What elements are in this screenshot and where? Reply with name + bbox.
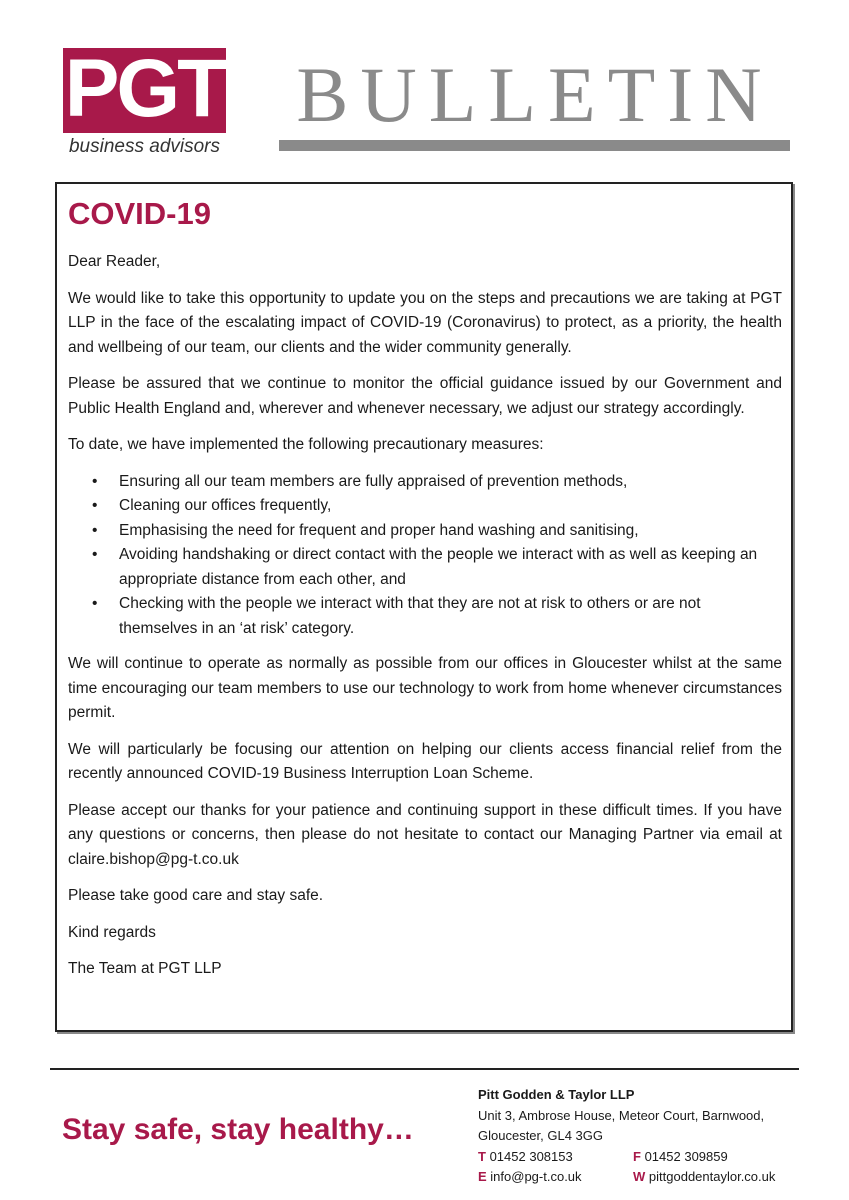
list-item-text: Avoiding handshaking or direct contact with the people we interact with as well as keeping an appropriate distance from each other, and bbox=[119, 546, 758, 588]
contact-row-email-web bbox=[478, 1167, 808, 1188]
fax-label: F bbox=[633, 1148, 641, 1164]
footer-divider bbox=[50, 1068, 799, 1070]
letter-box bbox=[55, 182, 793, 1032]
logo-letters: PGT bbox=[64, 43, 225, 134]
paragraph-thanks: Please accept our thanks for your patience and continuing support in these difficult times. If you have any questions or concerns, then please do not hesitate to contact our Managing Partner via email at claire.bishop@pg-t.co.uk bbox=[68, 801, 782, 868]
list-item-text: Cleaning our offices frequently, bbox=[119, 497, 332, 514]
sign-off: Kind regards bbox=[68, 923, 156, 941]
contact-row-phone-fax bbox=[478, 1147, 808, 1168]
paragraph-stay-safe: Please take good care and stay safe. bbox=[68, 887, 324, 904]
list-item bbox=[68, 470, 782, 495]
logo-tagline: business advisors bbox=[68, 136, 221, 157]
fax-number: 01452 309859 bbox=[644, 1148, 728, 1164]
footer-slogan: Stay safe, stay healthy… bbox=[62, 1113, 414, 1146]
salutation: Dear Reader, bbox=[68, 253, 161, 270]
title-underline-bar bbox=[279, 140, 790, 151]
firm-name: Pitt Godden & Taylor LLP bbox=[478, 1087, 635, 1102]
signature: The Team at PGT LLP bbox=[68, 960, 222, 977]
phone-label: T bbox=[478, 1148, 486, 1164]
list-item-text: Ensuring all our team members are fully appraised of prevention methods, bbox=[119, 472, 628, 490]
firm-contact-block bbox=[478, 1085, 808, 1188]
address-line-2: Gloucester, GL4 3GG bbox=[478, 1128, 604, 1143]
list-item bbox=[68, 519, 782, 544]
paragraph-intro: We would like to take this opportunity to update you on the steps and precautions we are taking at PGT LLP in the face of the escalating impact of COVID-19 (Coronavirus) to protect, as a priority, the health and wellbeing of our team, our clients and the wider community generally. bbox=[68, 289, 782, 356]
list-item bbox=[68, 592, 782, 641]
list-item bbox=[68, 494, 782, 519]
bullet-icon: • bbox=[92, 472, 98, 490]
list-item-text: Emphasising the need for frequent and proper hand washing and sanitising, bbox=[119, 521, 639, 539]
paragraph-measures-intro: To date, we have implemented the following precautionary measures: bbox=[68, 436, 544, 453]
web-address: pittgoddentaylor.co.uk bbox=[648, 1169, 776, 1184]
pgt-logo bbox=[63, 43, 226, 134]
bullet-icon: • bbox=[92, 521, 98, 539]
web-label: W bbox=[633, 1169, 646, 1184]
bullet-icon: • bbox=[92, 546, 98, 563]
bullet-icon: • bbox=[92, 497, 98, 514]
bullet-icon: • bbox=[92, 595, 98, 612]
paragraph-relief: We will particularly be focusing our attention on helping our clients access financial relief from the recently announced COVID-19 Business Interruption Loan Scheme. bbox=[68, 740, 782, 782]
letter-heading: COVID-19 bbox=[68, 196, 211, 231]
address-line-1: Unit 3, Ambrose House, Meteor Court, Barnwood, bbox=[478, 1107, 765, 1123]
paragraph-guidance: Please be assured that we continue to monitor the official guidance issued by our Government and Public Health England and, wherever and whenever necessary, we adjust our strategy accordingly. bbox=[68, 375, 782, 417]
email-address: info@pg-t.co.uk bbox=[490, 1169, 582, 1184]
paragraph-operations: We will continue to operate as normally as possible from our offices in Gloucester whilst at the same time encouraging our team members to use our technology to work from home whenever circumstances permit. bbox=[68, 655, 782, 721]
email-label: E bbox=[478, 1169, 487, 1184]
list-item-text: Checking with the people we interact with that they are not at risk to others or are not themselves in an ‘at risk’ category. bbox=[119, 595, 701, 637]
bulletin-title: BULLETIN bbox=[296, 51, 774, 138]
phone-number: 01452 308153 bbox=[489, 1148, 573, 1164]
measures-list bbox=[68, 470, 782, 642]
list-item bbox=[68, 543, 782, 592]
